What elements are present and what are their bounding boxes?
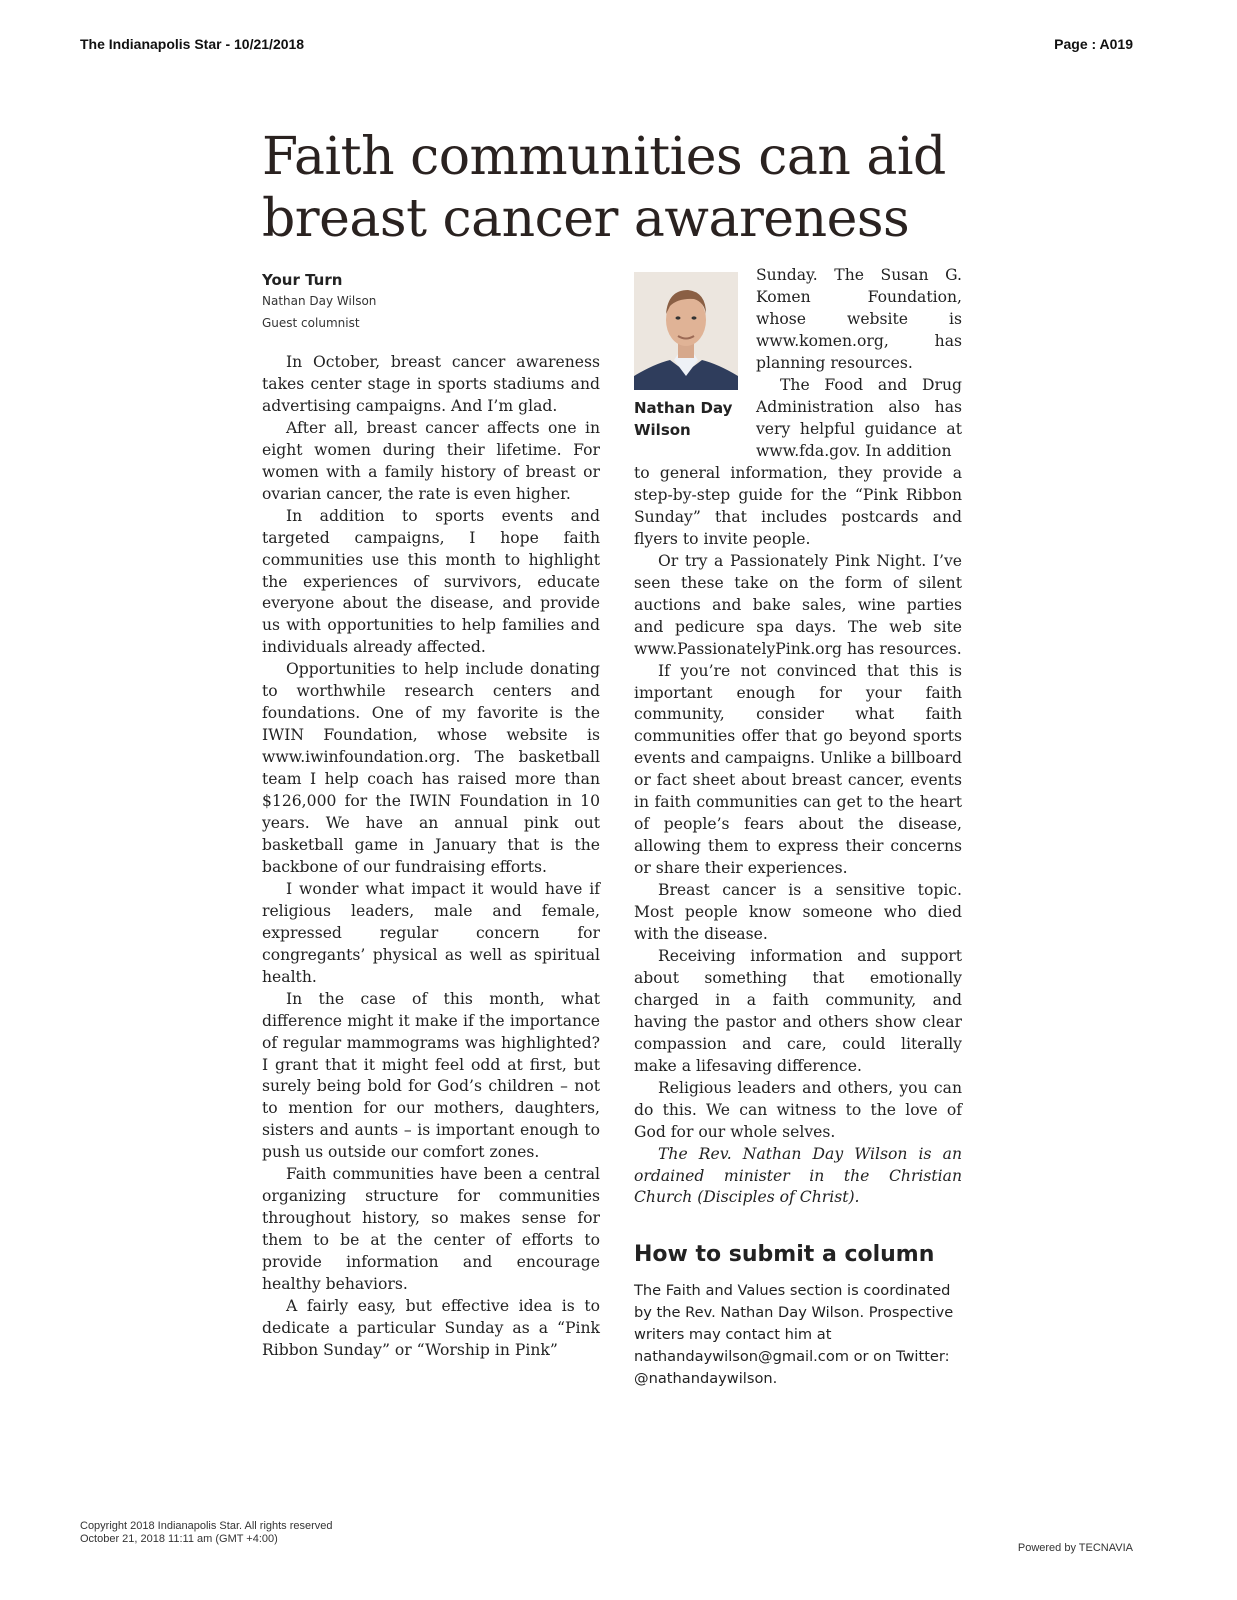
paragraph: to general information, they provide a step-by-step guide for the “Pink Ribbon Sunday” that includes postcards and flyers to invite people. <box>634 464 962 548</box>
paragraph: Sunday. The Susan G. Komen Foundation, whose website is www.komen.org, has planning resources. <box>756 266 962 372</box>
paragraph: If you’re not convinced that this is important enough for your faith community, consider what faith communities offer that go beyond sports events and campaigns. Unlike a billboard or fact sheet about breast cancer, events in faith communities can get to the heart of people’s fears about the disease, allowing them to express their concerns or share their experiences. <box>634 661 962 878</box>
author-portrait-icon <box>634 272 738 390</box>
paragraph: After all, breast cancer affects one in eight women during their lifetime. For women with a family history of breast or ovarian cancer, the rate is even higher. <box>262 418 600 503</box>
article-column-1 <box>262 352 600 1362</box>
page-number-header: Page : A019 <box>1054 36 1133 52</box>
paragraph: Faith communities have been a central organizing structure for communities throughout history, so makes sense for them to be at the center of efforts to provide information and encourage healthy behaviors. <box>262 1165 600 1294</box>
article-headline: Faith communities can aid breast cancer awareness <box>262 127 946 249</box>
photo-caption <box>634 397 746 441</box>
submit-column-heading: How to submit a column <box>634 1242 935 1267</box>
paragraph: Receiving information and support about something that emotionally charged in a faith community, and having the pastor and others show clear compassion and care, could literally make a lifesaving difference. <box>634 946 962 1075</box>
paragraph: Opportunities to help include donating to worthwhile research centers and foundations. One of my favorite is the IWIN Foundation, whose website is www.iwinfoundation.org. The basketball team I help coach has raised more than $126,000 for the IWIN Foundation in 10 years. We have an annual pink out basketball game in January that is the backbone of our fundraising efforts. <box>262 660 600 876</box>
footer-copyright <box>80 1520 333 1546</box>
copyright-text: Copyright 2018 Indianapolis Star. All rights reserved <box>80 1520 333 1532</box>
paragraph: The Food and Drug Administration also has very helpful guidance at www.fda.gov. In addition <box>756 375 962 460</box>
author-name: Nathan Day Wilson <box>262 294 377 308</box>
author-photo <box>634 272 738 390</box>
byline <box>262 270 376 334</box>
paragraph: In the case of this month, what difference might it make if the importance of regular mammograms was highlighted? I grant that it might feel odd at first, but surely being bold for God’s children – not to mention for our mothers, daughters, sisters and aunts – is important enough to push us outside our comfort zones. <box>262 989 600 1162</box>
paragraph: Breast cancer is a sensitive topic. Most people know someone who died with the disease. <box>634 881 962 944</box>
powered-by: Powered by TECNAVIA <box>1017 1542 1133 1554</box>
submit-column-body: The Faith and Values section is coordinated by the Rev. Nathan Day Wilson. Prospective writers may contact him at nathandaywilson@gmail.com or on Twitter: @nathandaywilson. <box>634 1282 954 1387</box>
article-column-2 <box>634 463 962 1209</box>
photo-caption-line: Nathan Day <box>634 399 733 417</box>
article-column-2-top <box>756 265 962 463</box>
author-bio: The Rev. Nathan Day Wilson is an ordained minister in the Christian Church (Disciples of Christ). <box>634 1144 962 1207</box>
publication-date-header: The Indianapolis Star - 10/21/2018 <box>80 36 305 52</box>
paragraph: Religious leaders and others, you can do this. We can witness to the love of God for our whole selves. <box>634 1078 962 1141</box>
paragraph: In addition to sports events and targeted campaigns, I hope faith communities use this month to highlight the experiences of survivors, educate everyone about the disease, and provide us with opportunities to help families and individuals already affected. <box>262 506 600 657</box>
paragraph: I wonder what impact it would have if religious leaders, male and female, expressed regular concern for congregants’ physical as well as spiritual health. <box>262 879 600 986</box>
paragraph: In October, breast cancer awareness takes center stage in sports stadiums and advertising campaigns. And I’m glad. <box>262 353 600 415</box>
paragraph: A fairly easy, but effective idea is to dedicate a particular Sunday as a “Pink Ribbon Sunday” or “Worship in Pink” <box>262 1296 600 1359</box>
timestamp-text: October 21, 2018 11:11 am (GMT +4:00) <box>80 1533 278 1545</box>
paragraph: Or try a Passionately Pink Night. I’ve seen these take on the form of silent auctions and bake sales, wine parties and pedicure spa days. The web site www.PassionatelyPink.org has resources. <box>634 551 962 658</box>
photo-caption-line: Wilson <box>634 421 691 439</box>
section-label: Your Turn <box>262 271 343 289</box>
author-role: Guest columnist <box>262 316 360 330</box>
